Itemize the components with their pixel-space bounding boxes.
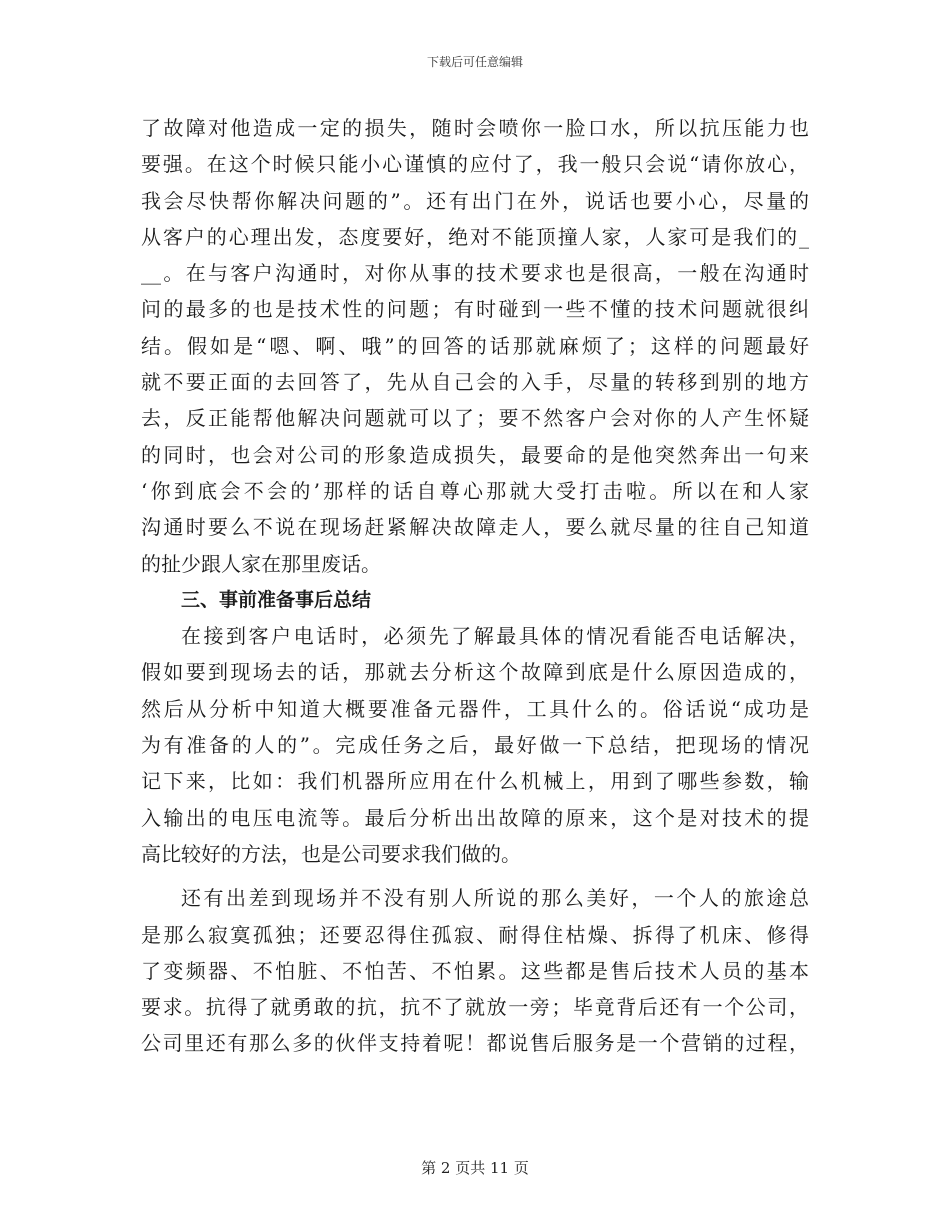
page-header: 下载后可任意编辑 — [426, 55, 523, 69]
text-line: 然后从分析中知道大概要准备元器件，工具什么的。俗话说“成功是 — [141, 696, 809, 721]
paragraph-gap — [141, 872, 809, 880]
paragraph-2 — [141, 618, 809, 872]
text-line: 的同时，也会对公司的形象造成损失，最要命的是他突然奔出一句来 — [141, 442, 809, 467]
text-line: 去，反正能帮他解决问题就可以了；要不然客户会对你的人产生怀疑 — [141, 406, 809, 431]
text-line: 是那么寂寞孤独；还要忍得住孤寂、耐得住枯燥、拆得了机床、修得 — [141, 922, 809, 947]
text-line: 要强。在这个时候只能小心谨慎的应付了，我一般只会说“请你放心， — [141, 152, 809, 177]
text-line: 了变频器、不怕脏、不怕苦、不怕累。这些都是售后技术人员的基本 — [141, 958, 809, 983]
text-line: ‘你到底会不会的’那样的话自尊心那就大受打击啦。所以在和人家 — [141, 478, 809, 503]
page-footer: 第 2 页共 11 页 — [421, 1159, 529, 1177]
text-line: 高比较好的方法，也是公司要求我们做的。 — [141, 841, 521, 866]
paragraph-3 — [141, 880, 809, 1061]
section-heading: 三、事前准备事后总结 — [181, 588, 372, 611]
text-line: 了故障对他造成一定的损失，随时会喷你一脸口水，所以抗压能力也 — [141, 116, 809, 140]
text-line: 为有准备的人的”。完成任务之后，最好做一下总结，把现场的情况 — [141, 733, 809, 758]
paragraph-1 — [141, 110, 809, 582]
text-line: 记下来，比如：我们机器所应用在什么机械上，用到了哪些参数，输 — [141, 769, 809, 794]
text-line: 沟通时要么不说在现场赶紧解决故障走人，要么就尽量的往自己知道 — [141, 515, 809, 540]
text-line: 我会尽快帮你解决问题的”。还有出门在外，说话也要小心，尽量的 — [141, 188, 809, 213]
text-line: 在接到客户电话时，必须先了解最具体的情况看能否电话解决， — [181, 624, 809, 649]
text-line: 入输出的电压电流等。最后分析出出故障的原来，这个是对技术的提 — [141, 805, 809, 830]
text-line: 问的最多的也是技术性的问题；有时碰到一些不懂的技术问题就很纠 — [141, 297, 809, 322]
document-body — [141, 110, 809, 1062]
text-line: __。在与客户沟通时，对你从事的技术要求也是很高，一般在沟通时 — [141, 261, 809, 286]
text-line: 从客户的心理出发，态度要好，绝对不能顶撞人家，人家可是我们的_ — [141, 224, 809, 249]
text-line: 公司里还有那么多的伙伴支持着呢！都说售后服务是一个营销的过程， — [141, 1031, 809, 1056]
text-line: 要求。抗得了就勇敢的抗，抗不了就放一旁；毕竟背后还有一个公司， — [141, 995, 809, 1020]
text-line: 结。假如是“嗯、啊、哦”的回答的话那就麻烦了；这样的问题最好 — [141, 333, 809, 358]
text-line: 的扯少跟人家在那里废话。 — [141, 551, 381, 576]
text-line: 还有出差到现场并不没有别人所说的那么美好，一个人的旅途总 — [181, 886, 809, 911]
text-line: 就不要正面的去回答了，先从自己会的入手，尽量的转移到别的地方 — [141, 370, 809, 395]
text-line: 假如要到现场去的话，那就去分析这个故障到底是什么原因造成的， — [141, 660, 809, 685]
